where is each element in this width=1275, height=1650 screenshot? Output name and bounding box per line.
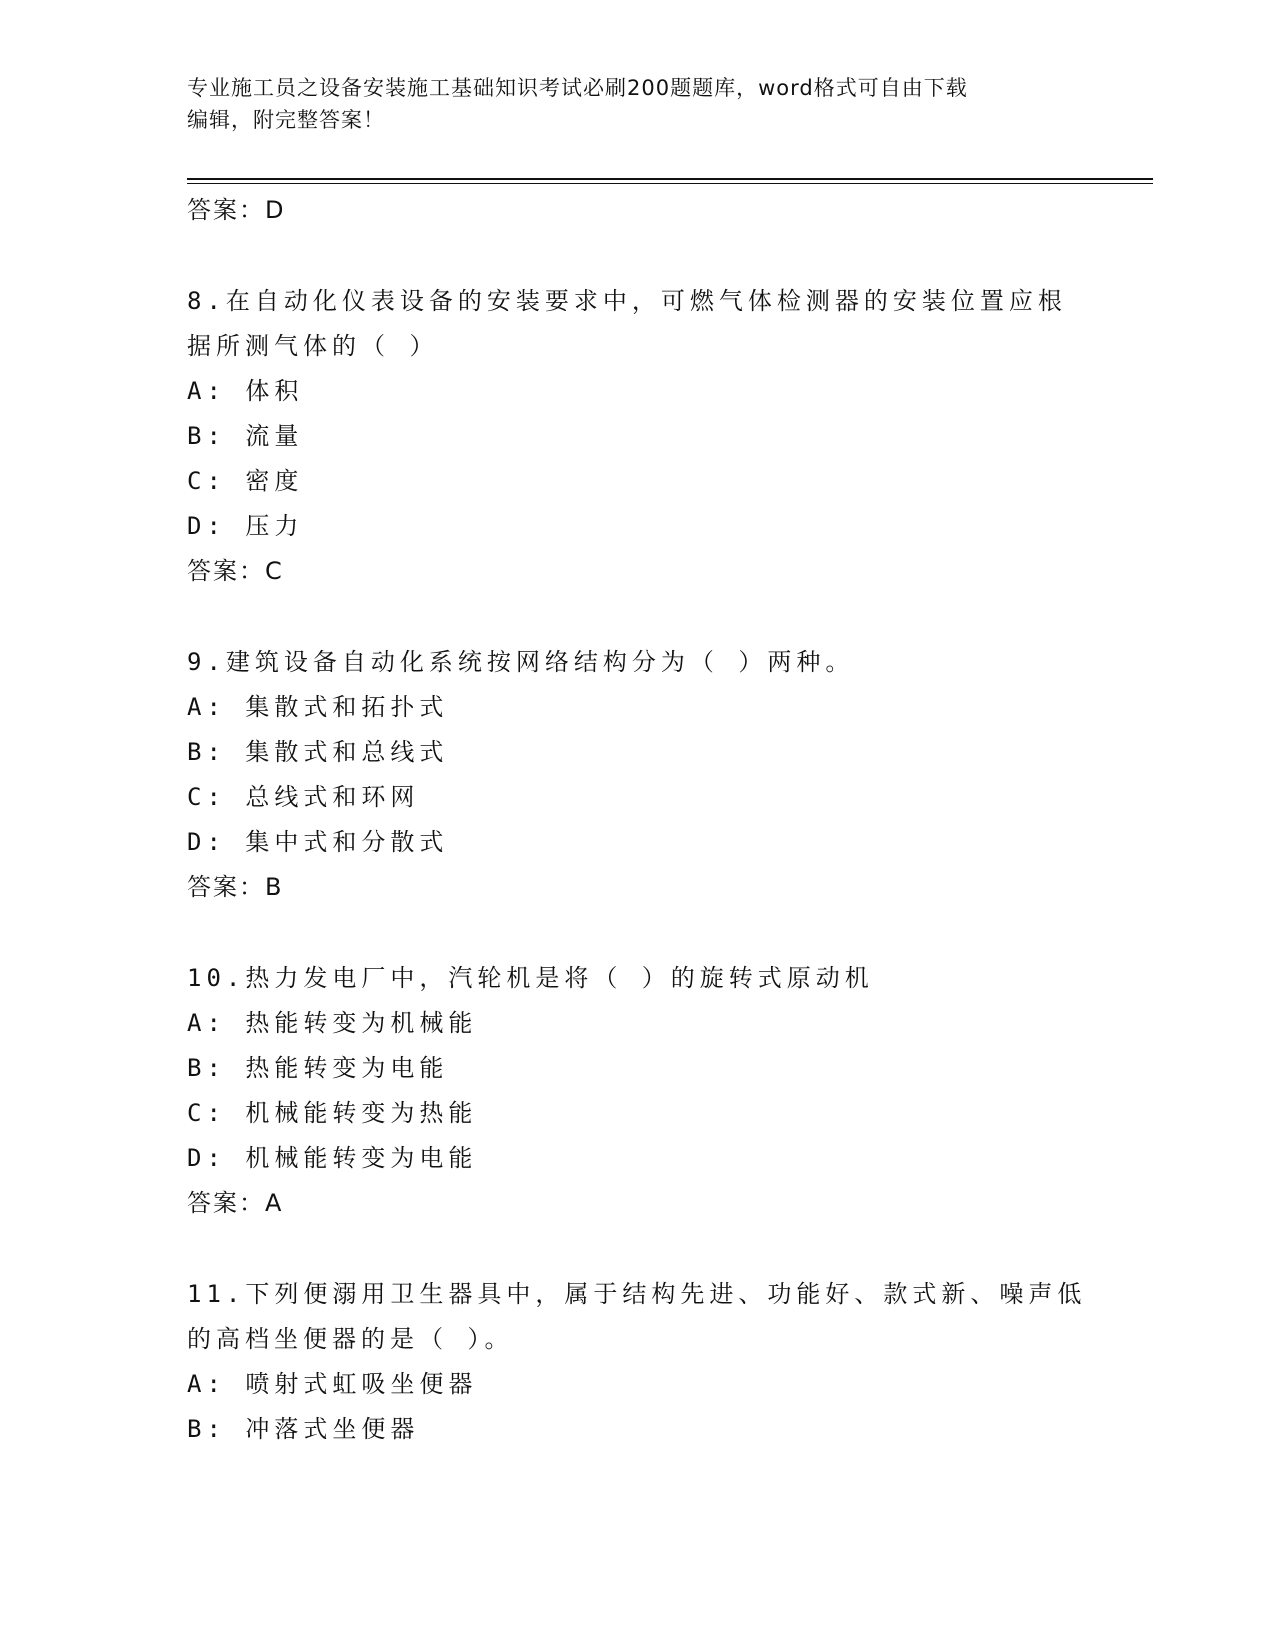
answer-line: 答案：A bbox=[187, 1189, 284, 1217]
answer-line: 答案：D bbox=[187, 196, 286, 224]
option-c: C: 机械能转变为热能 bbox=[187, 1099, 478, 1127]
option-b: B: 热能转变为电能 bbox=[187, 1054, 449, 1082]
question-block bbox=[187, 1272, 1147, 1452]
option-b: B: 冲落式坐便器 bbox=[187, 1415, 420, 1443]
option-d: D: 机械能转变为电能 bbox=[187, 1144, 478, 1172]
question-list bbox=[187, 188, 1147, 1452]
answer-line: 答案：C bbox=[187, 557, 284, 585]
question-stem: 10.热力发电厂中，汽轮机是将（ ）的旋转式原动机 bbox=[187, 964, 874, 992]
header-divider-thin bbox=[187, 183, 1153, 184]
option-b: B: 流量 bbox=[187, 422, 304, 450]
document-header bbox=[187, 72, 1087, 136]
option-a: A: 体积 bbox=[187, 377, 304, 405]
header-divider bbox=[187, 178, 1153, 180]
option-d: D: 压力 bbox=[187, 512, 304, 540]
option-d: D: 集中式和分散式 bbox=[187, 828, 449, 856]
option-a: A: 集散式和拓扑式 bbox=[187, 693, 449, 721]
question-stem: 9.建筑设备自动化系统按网络结构分为（ ）两种。 bbox=[187, 648, 855, 676]
answer-line: 答案：B bbox=[187, 873, 284, 901]
header-line-1: 专业施工员之设备安装施工基础知识考试必刷200题题库，word格式可自由下载 bbox=[187, 76, 968, 100]
option-c: C: 总线式和环网 bbox=[187, 783, 420, 811]
question-stem: 据所测气体的（ ） bbox=[187, 332, 439, 360]
option-a: A: 喷射式虹吸坐便器 bbox=[187, 1370, 478, 1398]
option-a: A: 热能转变为机械能 bbox=[187, 1009, 478, 1037]
question-stem: 8.在自动化仪表设备的安装要求中，可燃气体检测器的安装位置应根 bbox=[187, 287, 1067, 315]
question-block bbox=[187, 640, 1147, 910]
question-block bbox=[187, 956, 1147, 1226]
option-b: B: 集散式和总线式 bbox=[187, 738, 449, 766]
question-stem: 11.下列便溺用卫生器具中，属于结构先进、功能好、款式新、噪声低 bbox=[187, 1280, 1087, 1308]
question-stem: 的高档坐便器的是（ ）。 bbox=[187, 1325, 514, 1353]
option-c: C: 密度 bbox=[187, 467, 304, 495]
question-block bbox=[187, 279, 1147, 594]
header-line-2: 编辑，附完整答案！ bbox=[187, 108, 385, 132]
